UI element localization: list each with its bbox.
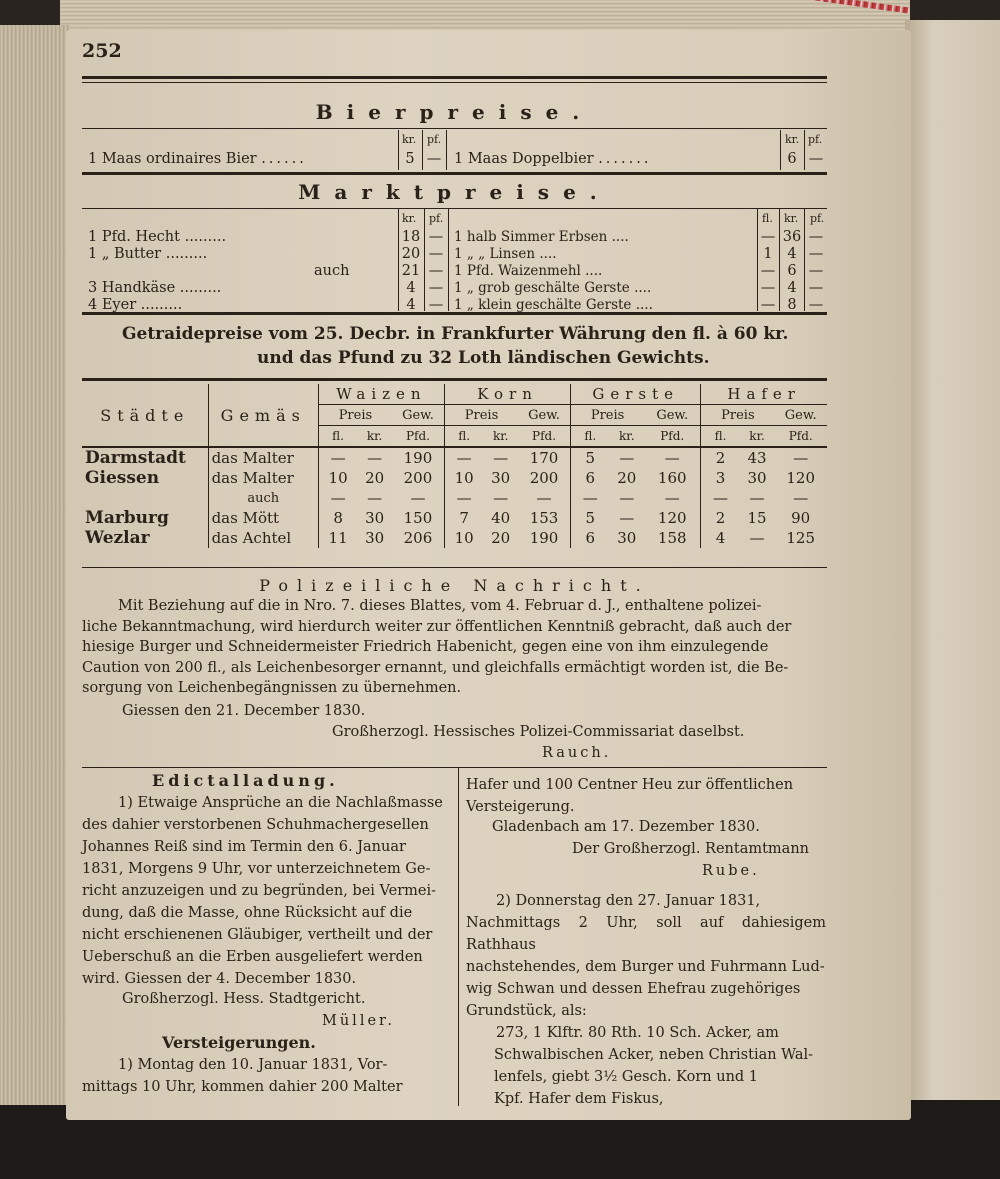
value-cell: — [582,488,598,507]
unit-pfd: Pfd. [788,428,813,443]
value-cell: 6 [585,528,596,547]
markt-left-pf: — [428,280,444,296]
value-cell: — [644,488,701,508]
value-cell: 5 [585,508,596,527]
value-cell: — [493,488,509,507]
value-cell: 125 [786,528,816,547]
value-cell: 30 [491,468,511,487]
right-line: Schwalbischen Acker, neben Christian Wal- [494,1047,814,1063]
markt-unit-kr-2: kr. [784,212,799,225]
markt-right-item: 1 „ „ Linsen .... [454,246,557,262]
grain-body [82,447,827,548]
preis-header: Preis [444,405,518,426]
value-cell: 153 [518,508,571,528]
value-cell: 10 [454,468,474,487]
polizei-line: liche Bekanntmachung, wird hierdurch weiter zur öffentlichen Kenntniß gebracht, daß auch der [82,618,792,635]
table-row [82,468,827,488]
value-cell: 30 [365,508,385,527]
value-cell: 190 [392,447,445,468]
city-cell: Giessen [82,468,208,488]
markt-right-pf: — [808,263,824,279]
bier-unit-kr: kr. [402,133,417,146]
markt-vline [448,209,449,311]
right-line: Versteigerung. [466,799,575,815]
edict-line: dung, daß die Masse, ohne Rücksicht auf die [82,905,413,921]
markt-right-pf: — [808,246,824,262]
value-cell: 20 [491,528,511,547]
polizei-heading: Polizeiliche Nachricht. [259,576,650,595]
getraide-title-1: Getraidepreise vom 25. Decbr. in Frankfurter Währung den fl. à 60 kr. [122,324,789,344]
markt-left-kr: 20 [401,246,421,262]
right-authority: Der Großherzogl. Rentamtmann [572,841,809,857]
unit-kr: kr. [619,428,635,443]
markt-right-item: 1 Pfd. Waizenmehl .... [454,263,603,279]
preis-header: Preis [701,405,775,426]
bier-item-1-pf: — [426,151,442,167]
value-cell: — [330,488,346,507]
markt-right-item: 1 halb Simmer Erbsen .... [454,229,629,245]
markt-left-pf: — [428,297,444,313]
markt-rule [82,172,827,175]
polizei-text [82,596,827,699]
col-staedte: Städte [82,384,208,447]
column-divider [458,768,459,1106]
value-cell: 4 [715,528,726,547]
value-cell: — [330,448,346,467]
city-cell [82,488,208,508]
value-cell: 11 [328,528,348,547]
right-line: Grundstück, als: [466,1003,587,1019]
facing-page-edge [905,20,1000,1100]
value-cell: 120 [644,508,701,528]
value-cell: — [493,448,509,467]
unit-pfd: Pfd. [392,426,445,448]
polizei-line: Mit Beziehung auf die in Nro. 7. dieses Blattes, vom 4. Februar d. J., enthaltene polizei- [118,598,762,614]
table-row [82,508,827,528]
value-cell: 10 [454,528,474,547]
value-cell: — [713,488,729,507]
gew-header: Gew. [644,405,701,426]
markt-right-item: 1 „ klein geschälte Gerste .... [454,297,653,313]
right-date: Gladenbach am 17. Dezember 1830. [492,819,760,835]
markt-right-kr: 4 [787,246,797,262]
unit-pfd: Pfd. [518,426,571,448]
value-cell: 90 [791,508,811,527]
measure-cell: das Malter [208,447,318,468]
top-rule-thin [82,82,827,83]
markt-right-kr: 8 [787,297,797,313]
getraide-table-top [82,378,827,381]
markt-unit-pf-2: pf. [810,212,825,225]
verst-line: 1) Montag den 10. Januar 1831, Vor- [118,1057,388,1073]
right-line: 2) Donnerstag den 27. Januar 1831, [496,893,761,909]
value-cell: 206 [392,528,445,548]
value-cell: — [456,448,472,467]
markt-left-item: 1 „ Butter ......... [88,246,208,262]
value-cell: — [644,447,701,468]
value-cell: 5 [585,448,596,467]
right-name: Rube. [702,863,760,879]
edictalladung-heading: Edictalladung. [152,771,339,790]
grain-gerste: Gerste [571,384,701,405]
markt-right-fl: 1 [763,246,773,262]
markt-right-pf: — [808,297,824,313]
value-cell: — [749,488,765,507]
right-line: lenfels, giebt 3¹⁄₂ Gesch. Korn und 1 [494,1069,759,1085]
value-cell: — [518,488,571,508]
grain-hafer: Hafer [701,384,827,405]
value-cell: 2 [715,508,726,527]
book-left-edge [0,25,70,1105]
grain-price-table [82,384,827,548]
markt-left-kr: 4 [406,297,416,313]
markt-left-pf: — [428,246,444,262]
markt-vline [779,209,780,311]
markt-right-fl: — [760,229,776,245]
measure-cell: das Achtel [208,528,318,548]
unit-fl: fl. [458,428,471,443]
edict-name: Müller. [322,1013,395,1029]
markt-left-kr: 4 [406,280,416,296]
markt-rule-2 [82,208,827,209]
grain-table-bottom [82,567,827,568]
edict-line: richt anzuzeigen und zu begründen, bei Vermei- [82,883,437,899]
unit-pfd: Pfd. [644,426,701,448]
value-cell: 200 [518,468,571,488]
value-cell: — [619,448,635,467]
markt-vline [398,209,399,311]
value-cell: 158 [644,528,701,548]
edict-line: Ueberschuß an die Erben ausgeliefert werden [82,949,423,965]
measure-cell: das Malter [208,468,318,488]
value-cell: 3 [715,468,726,487]
columns-rule [82,767,827,768]
city-cell: Darmstadt [82,447,208,468]
markt-right-kr: 4 [787,280,797,296]
page-number: 252 [82,40,122,62]
markt-vline [424,209,425,311]
markt-vline [804,209,805,311]
right-line: Kpf. Hafer dem Fiskus, [494,1091,664,1107]
value-cell: 190 [518,528,571,548]
markt-vline [757,209,758,311]
right-line: nachstehendes, dem Burger und Fuhrmann Lud- [466,959,825,975]
markt-left-kr: 18 [401,229,421,245]
table-row [82,447,827,468]
getraide-title-2: und das Pfund zu 32 Loth ländischen Gewichts. [257,348,710,368]
value-cell: — [367,448,383,467]
markt-left-item: auch [314,263,350,279]
gew-header: Gew. [392,405,445,426]
value-cell: — [749,528,765,547]
table-row [82,528,827,548]
markt-right-kr: 6 [787,263,797,279]
value-cell: — [619,508,635,527]
value-cell: 20 [617,468,637,487]
grain-waizen: Waizen [318,384,444,405]
value-cell: 30 [617,528,637,547]
bier-vline [446,130,447,170]
bier-unit-kr-2: kr. [785,133,800,146]
right-line: Hafer und 100 Centner Heu zur öffentlichen [466,777,794,793]
value-cell: 6 [585,468,596,487]
markt-left-item: 1 Pfd. Hecht ......... [88,229,227,245]
markt-left-pf: — [428,229,444,245]
bier-unit-pf-2: pf. [808,133,823,146]
unit-fl: fl. [714,428,727,443]
value-cell: 120 [786,468,816,487]
marktpreise-heading: Marktpreise. [298,180,611,204]
markt-right-fl: — [760,263,776,279]
bier-vline [398,130,399,170]
value-cell: — [367,488,383,507]
markt-right-item: 1 „ grob geschälte Gerste .... [454,280,652,296]
value-cell: — [793,488,809,507]
markt-unit-pf: pf. [429,212,444,225]
bierpreise-heading: Bierpreise. [315,100,594,124]
bier-item-2-kr: 6 [787,151,797,167]
value-cell: — [392,488,445,508]
preis-header: Preis [571,405,645,426]
value-cell: 2 [715,448,726,467]
value-cell: 40 [491,508,511,527]
city-cell: Wezlar [82,528,208,548]
polizei-authority: Großherzogl. Hessisches Polizei-Commissariat daselbst. [332,724,745,740]
bier-vline [422,130,423,170]
edict-line: 1831, Morgens 9 Uhr, vor unterzeichnetem Ge- [82,861,431,877]
unit-fl: fl. [332,428,344,443]
top-rule [82,76,827,79]
markt-right-kr: 36 [782,229,802,245]
value-cell: — [619,488,635,507]
preis-header: Preis [318,405,392,426]
edict-line: des dahier verstorbenen Schuhmachergesellen [82,817,429,833]
value-cell: 20 [365,468,385,487]
edict-authority: Großherzogl. Hess. Stadtgericht. [122,991,366,1007]
col-gemaess: Gemäs [208,384,318,447]
value-cell: 30 [365,528,385,547]
value-cell: 170 [518,447,571,468]
unit-fl: fl. [584,428,597,443]
measure-cell: auch [208,488,318,508]
value-cell: 150 [392,508,445,528]
table-row [82,488,827,508]
polizei-line: sorgung von Leichenbegängnissen zu übernehmen. [82,680,462,696]
grain-korn: Korn [444,384,570,405]
markt-left-item: 3 Handkäse ......... [88,280,222,296]
value-cell: 8 [333,508,343,527]
value-cell: 43 [747,448,767,467]
bier-vline [804,130,805,170]
right-line: 273, 1 Klftr. 80 Rth. 10 Sch. Acker, am [496,1025,779,1041]
polizei-name: Rauch. [542,745,612,761]
polizei-line: Caution von 200 fl., als Leichenbesorger ernannt, und gleichfalls ermächtigt worden ist, die Be- [82,659,789,676]
markt-right-pf: — [808,280,824,296]
edict-line: Johannes Reiß sind im Termin den 6. Januar [82,839,406,855]
markt-unit-kr: kr. [402,212,417,225]
measure-cell: das Mött [208,508,318,528]
bier-item-2-pf: — [808,151,824,167]
markt-left-item: 4 Eyer ......... [88,297,183,313]
markt-right-pf: — [808,229,824,245]
getraide-rule [82,312,827,315]
value-cell: — [793,448,809,467]
value-cell: 15 [747,508,767,527]
markt-unit-fl: fl. [762,212,773,225]
edictalladung-text [82,792,452,990]
markt-left-kr: 21 [401,263,421,279]
bier-item-1: 1 Maas ordinaires Bier ...... [88,151,307,167]
gew-header: Gew. [774,405,827,426]
polizei-line: hiesige Burger und Schneidermeister Friedrich Habenicht, gegen eine von ihm einzulegende [82,639,769,655]
value-cell: 200 [392,468,445,488]
edict-line: wird. Giessen der 4. December 1830. [82,971,357,987]
edict-line: 1) Etwaige Ansprüche an die Nachlaßmasse [118,795,443,811]
verst-line: mittags 10 Uhr, kommen dahier 200 Malter [82,1079,403,1095]
right-column-versteigerung [466,890,826,1110]
markt-left-pf: — [428,263,444,279]
gew-header: Gew. [518,405,571,426]
bier-rule [82,128,827,129]
city-cell: Marburg [82,508,208,528]
markt-right-fl: — [760,280,776,296]
value-cell: 160 [644,468,701,488]
markt-right-fl: — [760,297,776,313]
unit-kr: kr. [749,428,765,443]
versteigerungen-heading: Versteigerungen. [162,1033,316,1052]
right-column-intro [466,774,826,818]
value-cell: 7 [459,508,469,527]
value-cell: — [456,488,472,507]
value-cell: 30 [747,468,767,487]
value-cell: 10 [328,468,348,487]
unit-kr: kr. [492,428,509,443]
bier-item-1-kr: 5 [405,151,415,167]
polizei-date: Giessen den 21. December 1830. [122,703,366,719]
right-line: wig Schwan und dessen Ehefrau zugehöriges [466,981,801,997]
edict-line: nicht erschienenen Gläubiger, vertheilt und der [82,927,433,943]
bier-vline [780,130,781,170]
bier-item-2: 1 Maas Doppelbier ....... [454,151,652,167]
versteigerungen-text [82,1054,452,1098]
unit-kr: kr. [366,428,383,443]
bier-unit-pf: pf. [427,133,442,146]
right-line: Nachmittags 2 Uhr, soll auf dahiesigem Rathhaus [466,915,826,953]
